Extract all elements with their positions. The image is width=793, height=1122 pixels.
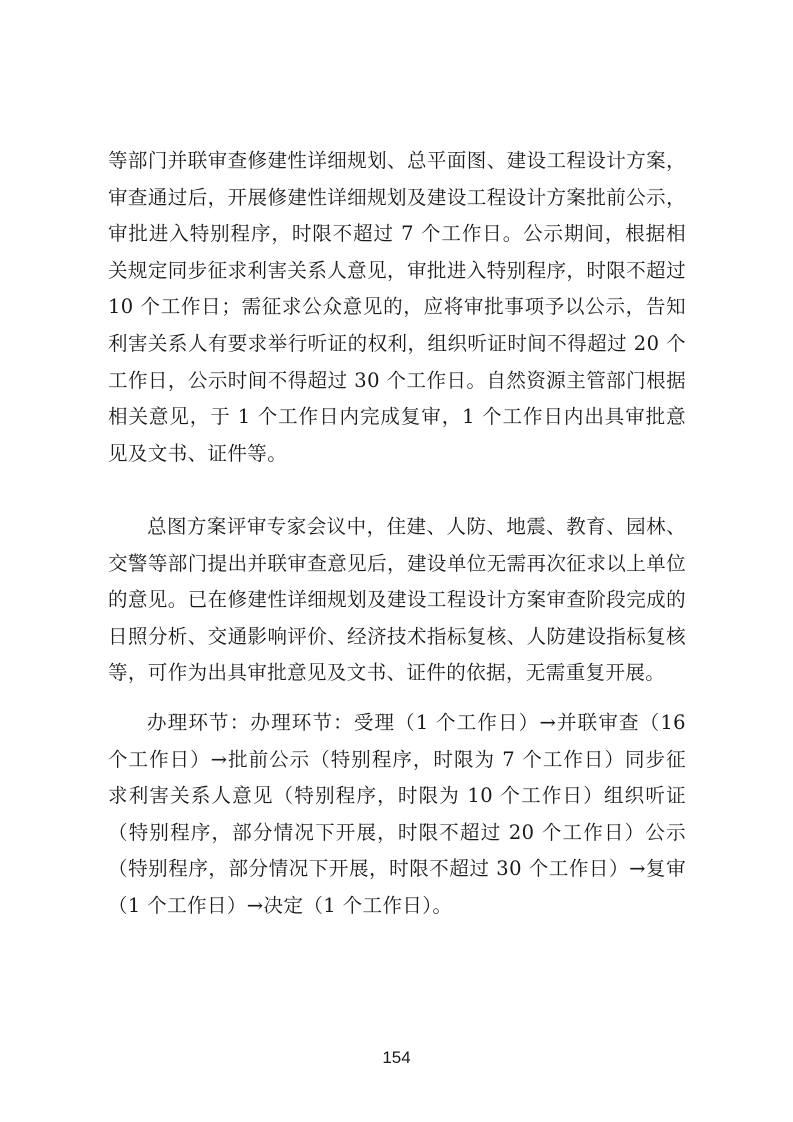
paragraph-process-steps: 办理环节：办理环节：受理（1 个工作日）→并联审查（16 个工作日）→批前公示（特别程序，时限为 7 个工作日）同步征求利害关系人意见（特别程序，时限为 10 个工作日）组织听证（特别程序，部分情况下开展，时限不超过 20 个工作日）公示（特别程序，部分情况下开展，时限不超过 30 个工作日）→复审（1 个工作日）→决定（1 个工作日）。 [108,711,686,917]
paragraph-expert-review: 总图方案评审专家会议中，住建、人防、地震、教育、园林、交警等部门提出并联审查意见后，建设单位无需再次征求以上单位的意见。已在修建性详细规划及建设工程设计方案审查阶段完成的日照分析、交通影响评价、经济技术指标复核、人防建设指标复核等，可作为出具审批意见及文书、证件的依据，无需重复开展。 [108,515,686,685]
page-number: 154 [382,1048,411,1067]
body-paragraph-3 [108,705,686,925]
body-paragraph-1 [108,143,686,472]
body-paragraph-2 [108,509,686,692]
paragraph-approval-procedure: 等部门并联审查修建性详细规划、总平面图、建设工程设计方案，审查通过后，开展修建性详细规划及建设工程设计方案批前公示，审批进入特别程序，时限不超过 7 个工作日。公示期间，根据相关规定同步征求利害关系人意见，审批进入特别程序，时限不超过 10 个工作日；需征求公众意见的，应将审批事项予以公示，告知利害关系人有要求举行听证的权利，组织听证时间不得超过 20 个工作日，公示时间不得超过 30 个工作日。自然资源主管部门根据相关意见，于 1 个工作日内完成复审，1 个工作日内出具审批意见及文书、证件等。 [108,149,686,465]
